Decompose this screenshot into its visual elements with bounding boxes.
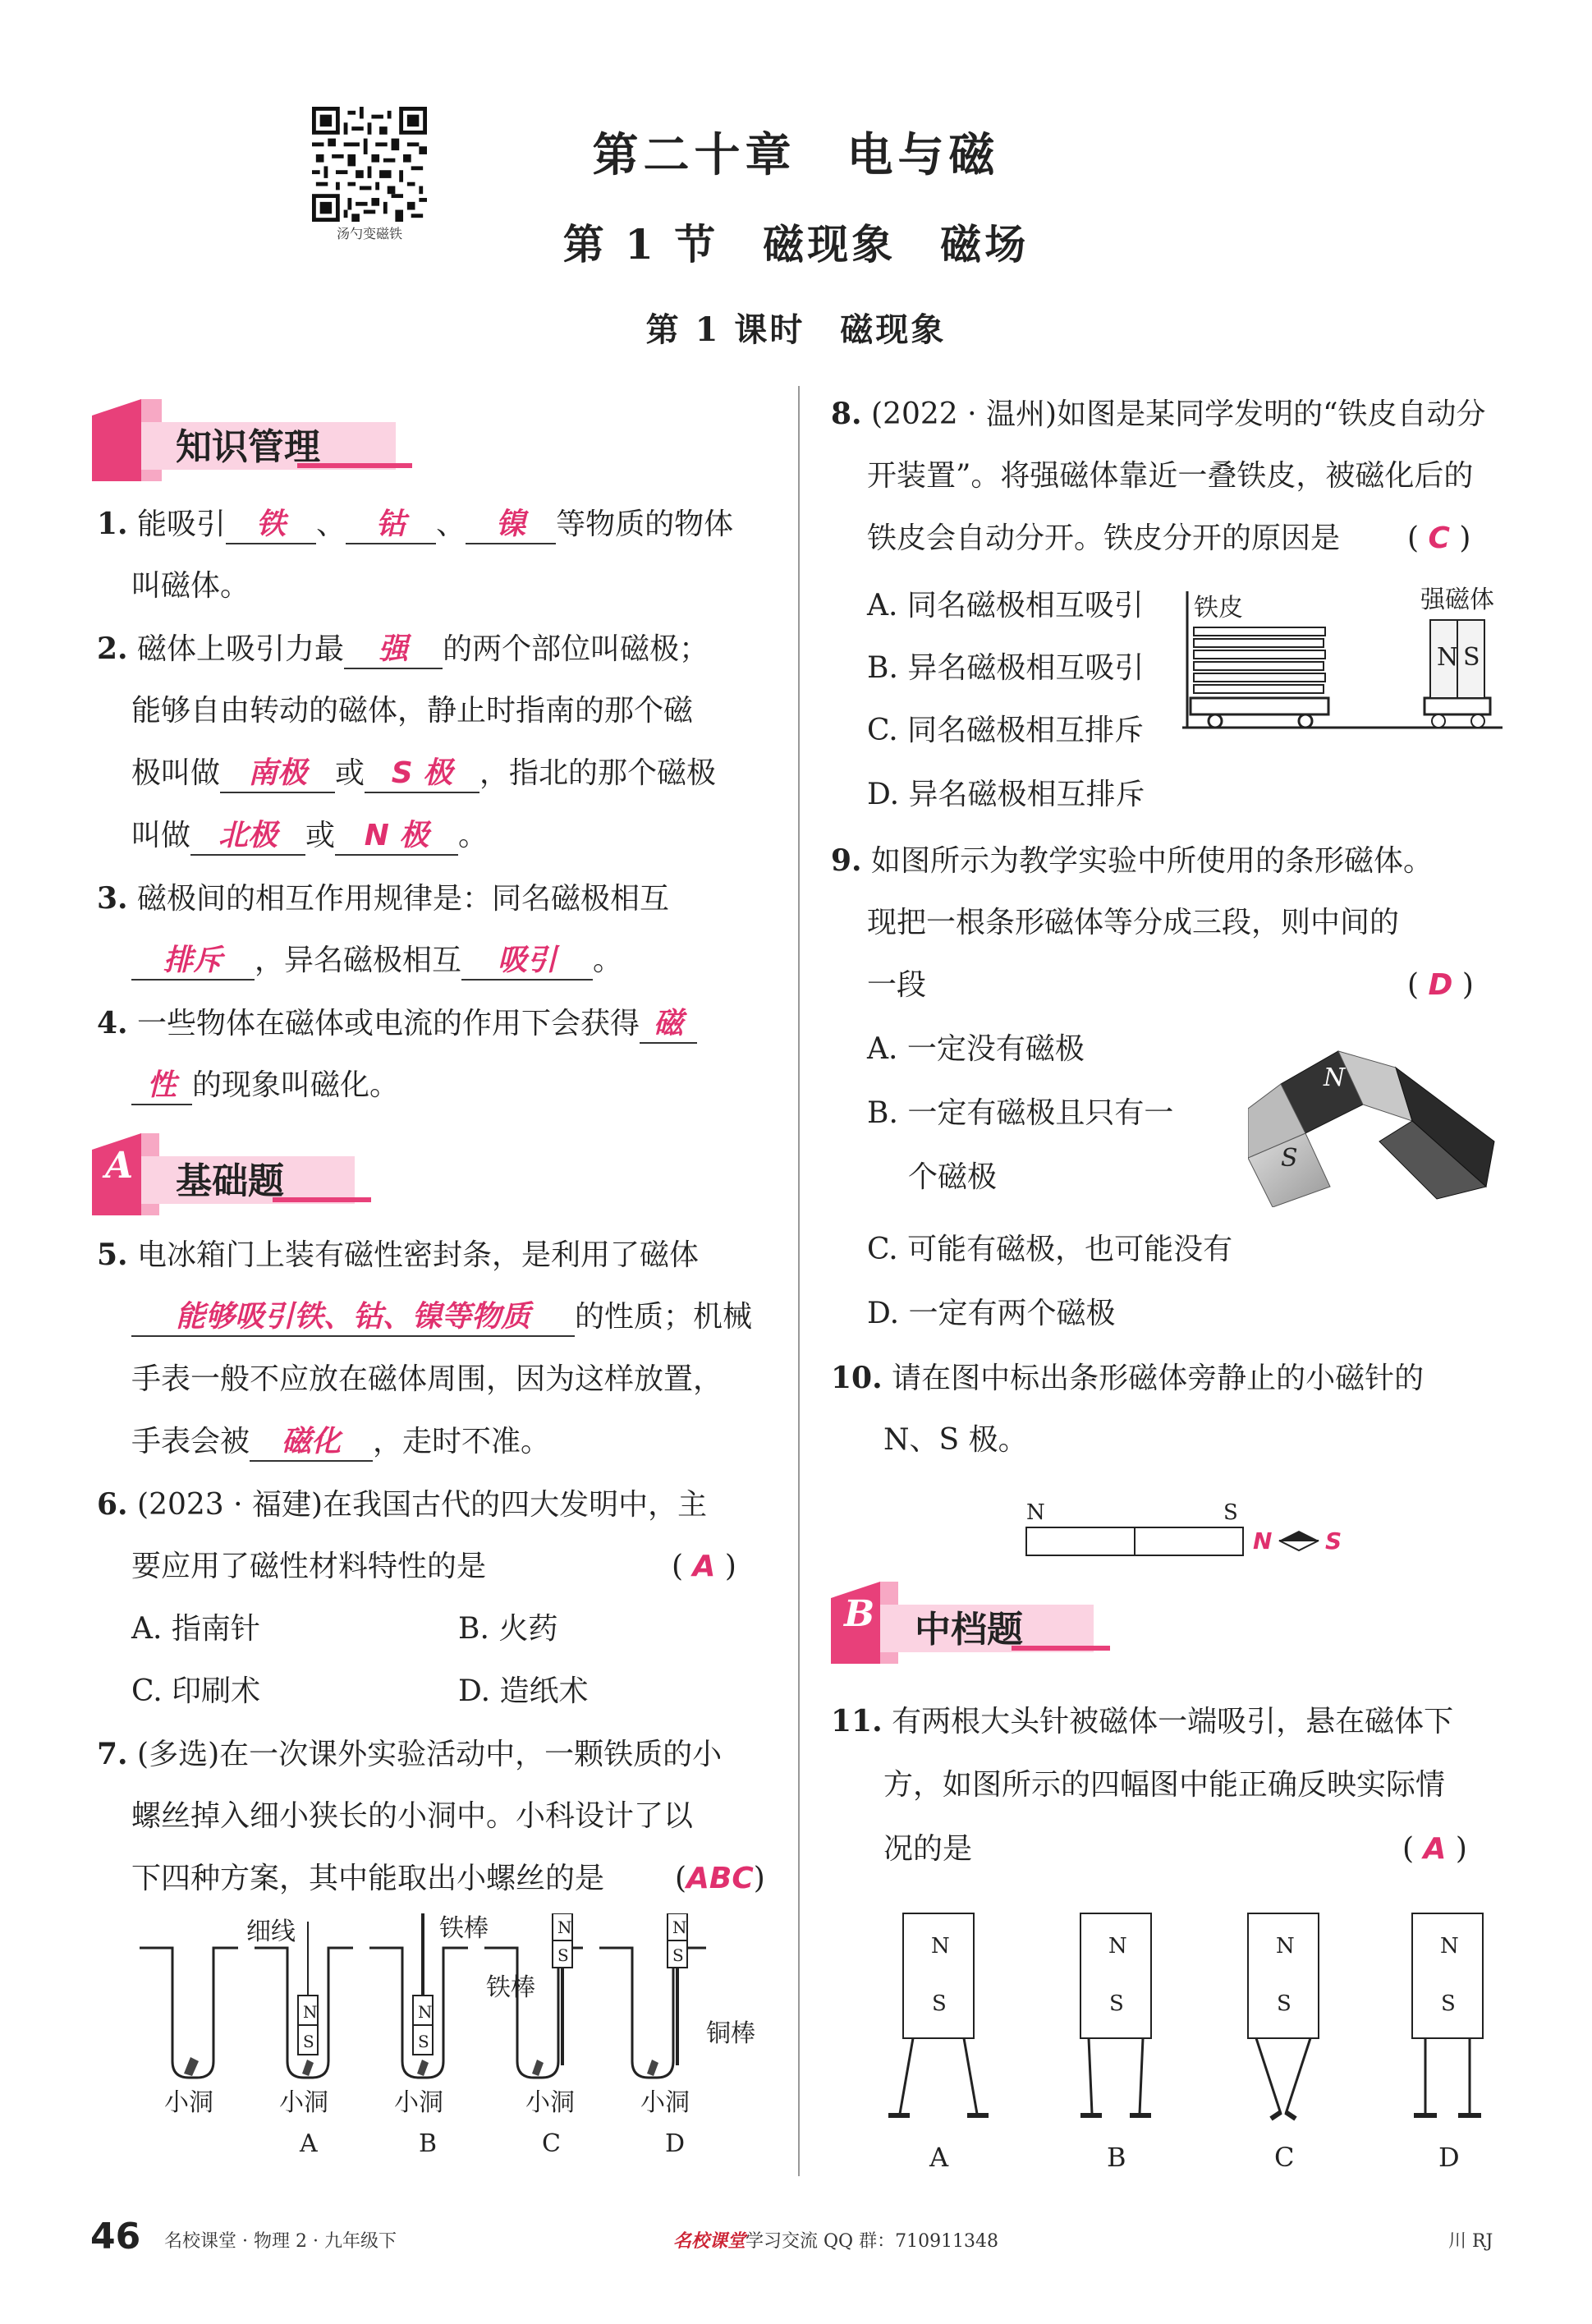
- pole-label: S: [672, 1945, 684, 1965]
- edition: 川 RJ: [1448, 2231, 1493, 2252]
- thin-wire-label: 细线: [246, 1918, 296, 1946]
- option-d[interactable]: D. 造纸术: [458, 1674, 589, 1708]
- option-a[interactable]: A. 同名磁极相互吸引: [867, 589, 1144, 622]
- answer-blank[interactable]: N 极: [335, 818, 458, 856]
- scheme-label-b: B: [419, 2129, 438, 2158]
- question-4: 4. 一些物体在磁体或电流的作用下会获得 磁: [97, 992, 697, 1055]
- question-11-line-2: 方，如图所示的四幅图中能正确反映实际情: [883, 1768, 1446, 1802]
- option-b[interactable]: B. 一定有磁极且只有一: [867, 1096, 1174, 1130]
- answer-blank[interactable]: 铁: [226, 507, 316, 544]
- copper-rod-label: 铜棒: [706, 2019, 755, 2048]
- option-b[interactable]: B. 火药: [458, 1612, 558, 1646]
- pole-label: S: [932, 1991, 947, 2016]
- pole-label: N: [1108, 1934, 1127, 1959]
- hole-label: 小洞: [640, 2088, 690, 2117]
- pole-label: N: [1440, 1934, 1459, 1959]
- pole-label: S: [557, 1945, 569, 1965]
- lesson-title: 第 1 课时 磁现象: [645, 310, 947, 349]
- question-1-line-2: 叫磁体。: [131, 569, 250, 603]
- pole-label: S: [1463, 643, 1480, 672]
- iron-sheet-label: 铁皮: [1194, 594, 1243, 622]
- option-d[interactable]: D. 一定有两个磁极: [867, 1297, 1116, 1330]
- section-header-knowledge: [92, 399, 412, 481]
- qq-group: 名校课堂学习交流 QQ 群：710911348: [673, 2230, 999, 2252]
- page-number: 46: [90, 2216, 141, 2257]
- answer-needle-s: S: [1325, 1527, 1342, 1555]
- book-title: 名校课堂 · 物理 2 · 九年级下: [164, 2231, 397, 2252]
- scheme-label-d: D: [665, 2129, 686, 2158]
- pole-label: S: [418, 2032, 429, 2051]
- question-11-line-3: 况的是: [883, 1832, 973, 1866]
- pole-label: S: [1281, 1144, 1298, 1173]
- question-10-line-2: N、S 极。: [883, 1423, 1028, 1457]
- question-1: 1. 能吸引 铁 、 钴 、 镍 等物质的物体: [97, 493, 733, 556]
- iron-rod-label: 铁棒: [439, 1914, 489, 1943]
- answer-needle-n: N: [1253, 1527, 1273, 1555]
- pole-label: S: [1109, 1991, 1124, 2016]
- question-3: 3. 磁极间的相互作用规律是：同名磁极相互: [97, 881, 670, 916]
- hole-label: 小洞: [164, 2088, 213, 2117]
- question-5-line-2: 能够吸引铁、钴、镍等物质 的性质；机械: [131, 1286, 752, 1348]
- option-d[interactable]: D. 异名磁极相互排斥: [867, 778, 1145, 811]
- question-8-line-2: 开装置”。将强磁体靠近一叠铁皮，被磁化后的: [867, 459, 1474, 493]
- question-8: 8. (2022 · 温州)如图是某同学发明的“铁皮自动分: [831, 397, 1486, 431]
- pole-label: N: [1276, 1934, 1295, 1959]
- pole-label: N: [557, 1918, 572, 1937]
- option-a[interactable]: A. 指南针: [131, 1612, 260, 1646]
- pole-label: S: [1441, 1991, 1456, 2016]
- answer-bracket[interactable]: ( C ): [1407, 521, 1471, 555]
- column-divider: [798, 386, 800, 2176]
- brand-logo: 名校课堂: [673, 2230, 746, 2252]
- hole-label: 小洞: [525, 2088, 575, 2117]
- chapter-title: 第二十章 电与磁: [592, 128, 1000, 182]
- question-9-line-2: 现把一根条形磁体等分成三段，则中间的: [867, 906, 1400, 939]
- section-label: 知识管理: [176, 426, 320, 468]
- question-6-line-2: 要应用了磁性材料特性的是: [131, 1550, 487, 1583]
- hole-label: 小洞: [279, 2088, 328, 2117]
- q7-figure: [131, 1913, 772, 2168]
- option-label-b: B: [1107, 2142, 1126, 2173]
- section-title: 第 1 节 磁现象 磁场: [562, 220, 1030, 269]
- pole-label: N: [303, 2002, 318, 2022]
- question-5: 5. 电冰箱门上装有磁性密封条，是利用了磁体: [97, 1238, 700, 1272]
- question-11: 11. 有两根大头针被磁体一端吸引，悬在磁体下: [831, 1704, 1454, 1738]
- option-b[interactable]: B. 异名磁极相互吸引: [867, 651, 1145, 685]
- q10-figure: [1018, 1486, 1379, 1568]
- answer-bracket[interactable]: ( A ): [672, 1550, 736, 1583]
- option-c[interactable]: C. 印刷术: [131, 1674, 261, 1708]
- option-c[interactable]: C. 可能有磁极，也可能没有: [867, 1233, 1233, 1266]
- pole-label: N: [931, 1934, 950, 1959]
- question-8-line-3: 铁皮会自动分开。铁皮分开的原因是: [867, 521, 1341, 555]
- question-5-line-3: 手表一般不应放在磁体周围，因为这样放置，: [131, 1362, 723, 1396]
- question-5-line-4: 手表会被 磁化 ，走时不准。: [131, 1411, 550, 1473]
- answer-blank[interactable]: 南极: [220, 756, 335, 793]
- question-4-line-2: 性 的现象叫磁化。: [131, 1054, 399, 1117]
- question-9-line-3: 一段: [867, 968, 927, 1002]
- answer-blank[interactable]: 强: [344, 632, 443, 669]
- qr-caption: 汤勺变磁铁: [336, 226, 402, 241]
- question-2-line-4: 叫做 北极 或 N 极 。: [131, 805, 488, 867]
- pole-label: S: [303, 2032, 314, 2051]
- option-b-line-2: 个磁极: [908, 1160, 998, 1194]
- answer-blank[interactable]: 北极: [190, 818, 305, 856]
- answer-blank[interactable]: 磁化: [250, 1424, 373, 1462]
- hole-label: 小洞: [394, 2088, 443, 2117]
- pole-label: S: [1277, 1991, 1291, 2016]
- question-2: 2. 磁体上吸引力最 强 的两个部位叫磁极；: [97, 618, 709, 681]
- answer-blank[interactable]: 吸引: [461, 943, 593, 981]
- question-2-line-2: 能够自由转动的磁体，静止时指南的那个磁: [131, 694, 694, 728]
- answer-blank[interactable]: 钴: [346, 507, 436, 544]
- option-a[interactable]: A. 一定没有磁极: [867, 1032, 1085, 1066]
- pole-label: N: [1437, 643, 1459, 672]
- question-7-line-3: 下四种方案，其中能取出小螺丝的是: [131, 1862, 605, 1895]
- strong-magnet-label: 强磁体: [1420, 586, 1494, 614]
- answer-blank[interactable]: 性: [131, 1068, 192, 1105]
- section-letter: A: [105, 1145, 134, 1187]
- question-7-line-2: 螺丝掉入细小狭长的小洞中。小科设计了以: [131, 1799, 694, 1833]
- answer-bracket[interactable]: ( D ): [1407, 968, 1474, 1002]
- pole-label: N: [672, 1918, 687, 1937]
- question-7: 7. (多选)在一次课外实验活动中，一颗铁质的小: [97, 1737, 723, 1771]
- answer-blank[interactable]: 能够吸引铁、钴、镍等物质: [131, 1299, 575, 1337]
- pole-label: N: [418, 2002, 433, 2022]
- question-2-line-3: 极叫做 南极 或 S 极 ，指北的那个磁极: [131, 742, 716, 805]
- answer-bracket[interactable]: (ABC): [675, 1862, 765, 1895]
- section-label: 中档题: [915, 1609, 1023, 1651]
- scheme-label-c: C: [542, 2129, 561, 2158]
- q8-figure: [1182, 583, 1511, 739]
- section-letter: B: [844, 1593, 875, 1635]
- section-label: 基础题: [176, 1160, 284, 1202]
- option-label-a: A: [929, 2142, 949, 2173]
- pole-label: S: [1223, 1500, 1238, 1525]
- answer-blank[interactable]: 排斥: [131, 943, 255, 981]
- answer-blank[interactable]: 磁: [640, 1006, 697, 1044]
- question-10: 10. 请在图中标出条形磁体旁静止的小磁针的: [831, 1361, 1425, 1395]
- question-6: 6. (2023 · 福建)在我国古代的四大发明中，主: [97, 1487, 708, 1522]
- question-3-line-2: 排斥 ，异名磁极相互 吸引 。: [131, 930, 622, 992]
- iron-rod-label: 铁棒: [486, 1973, 535, 2002]
- option-label-d: D: [1438, 2142, 1460, 2173]
- answer-bracket[interactable]: ( A ): [1402, 1832, 1467, 1866]
- q11-figure: [870, 1905, 1527, 2176]
- answer-blank[interactable]: S 极: [365, 756, 479, 793]
- question-9: 9. 如图所示为教学实验中所使用的条形磁体。: [831, 843, 1434, 878]
- scheme-label-a: A: [300, 2129, 318, 2158]
- pole-label: N: [1026, 1500, 1045, 1525]
- pole-label: N: [1324, 1063, 1346, 1092]
- option-label-c: C: [1274, 2142, 1295, 2173]
- answer-blank[interactable]: 镍: [466, 507, 556, 544]
- option-c[interactable]: C. 同名磁极相互排斥: [867, 714, 1145, 747]
- q9-figure: [1248, 1035, 1503, 1207]
